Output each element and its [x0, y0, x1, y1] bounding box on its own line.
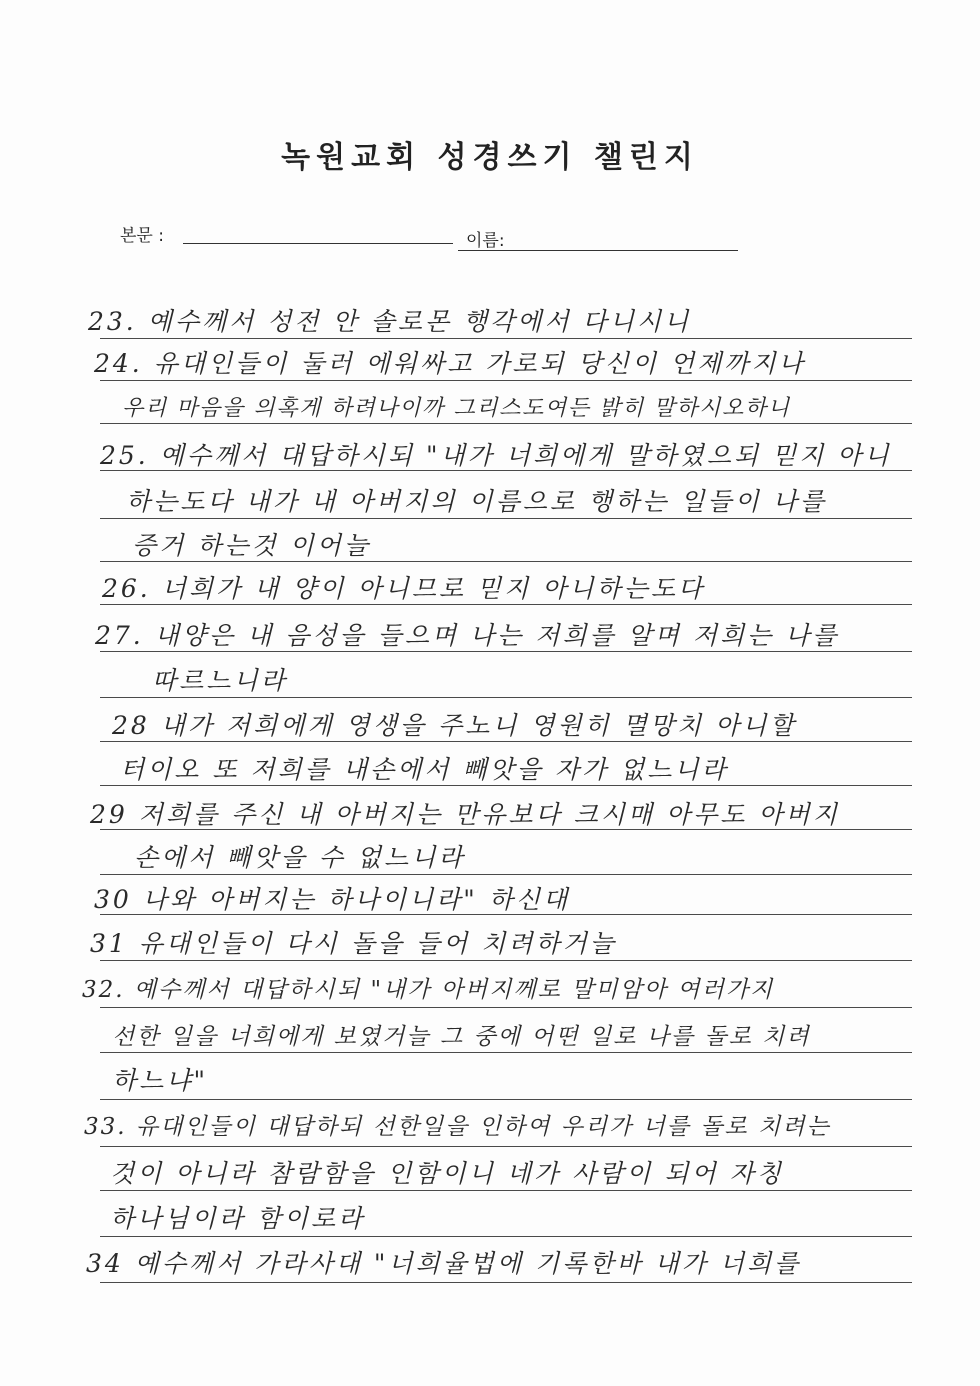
ruled-line	[100, 1190, 912, 1191]
ruled-line	[100, 380, 912, 381]
handwritten-line: 것이 아니라 참람함을 인함이니 네가 사람이 되어 자칭	[110, 1159, 784, 1188]
ruled-line	[100, 1099, 912, 1100]
ruled-line	[100, 338, 912, 339]
handwritten-line: 29 저희를 주신 내 아버지는 만유보다 크시매 아무도 아버지	[90, 800, 840, 829]
ruled-line	[100, 518, 912, 519]
ruled-line	[100, 697, 912, 698]
name-label: 이름:	[466, 231, 505, 251]
ruled-line	[100, 1282, 912, 1283]
handwritten-line: 손에서 빼앗을 수 없느니라	[134, 843, 466, 872]
name-field-line	[458, 250, 738, 251]
passage-field-line	[183, 243, 453, 244]
handwritten-line: 30 나와 아버지는 하나이니라" 하신대	[94, 885, 571, 914]
handwritten-line: 27. 내양은 내 음성을 들으며 나는 저희를 알며 저희는 나를	[95, 621, 840, 650]
handwritten-line: 34 예수께서 가라사대 "너희율법에 기록한바 내가 너희를	[86, 1249, 802, 1278]
handwritten-line: 33. 유대인들이 대답하되 선한일을 인하여 우리가 너를 돌로 치려는	[84, 1114, 831, 1140]
handwritten-line: 24. 유대인들이 둘러 에워싸고 가로되 당신이 언제까지나	[94, 349, 806, 378]
handwritten-line: 우리 마음을 의혹게 하려나이까 그리스도여든 밝히 말하시오하니	[122, 396, 791, 421]
passage-label: 본문 :	[120, 226, 164, 246]
handwritten-line: 선한 일을 너희에게 보였거늘 그 중에 어떤 일로 나를 돌로 치려	[112, 1024, 811, 1050]
handwritten-line: 31 유대인들이 다시 돌을 들어 치려하거늘	[90, 929, 617, 958]
handwritten-line: 하느냐"	[112, 1066, 208, 1095]
ruled-line	[100, 1007, 912, 1008]
ruled-line	[100, 1052, 912, 1053]
handwritten-line: 따르느니라	[152, 666, 288, 695]
handwritten-line: 증거 하는것 이어늘	[132, 531, 372, 560]
handwritten-line: 하나님이라 함이로라	[110, 1204, 366, 1233]
handwritten-line: 28 내가 저희에게 영생을 주노니 영원히 멸망치 아니할	[112, 711, 797, 740]
page-title: 녹원교회 성경쓰기 챌린지	[281, 140, 699, 175]
ruled-line	[100, 1146, 912, 1147]
ruled-line	[100, 423, 912, 424]
handwritten-line: 25. 예수께서 대답하시되 "내가 너희에게 말하였으되 믿지 아니	[100, 441, 892, 470]
ruled-line	[100, 874, 912, 875]
ruled-line	[100, 960, 912, 961]
ruled-line	[100, 1236, 912, 1237]
handwritten-line: 26. 너희가 내 양이 아니므로 믿지 아니하는도다	[102, 574, 706, 603]
handwritten-line: 터이오 또 저희를 내손에서 빼앗을 자가 없느니라	[120, 755, 729, 784]
handwritten-line: 32. 예수께서 대답하시되 "내가 아버지께로 말미암아 여러가지	[82, 977, 775, 1003]
handwritten-line: 하는도다 내가 내 아버지의 이름으로 행하는 일들이 나를	[126, 487, 828, 516]
handwritten-line: 23. 예수께서 성전 안 솔로몬 행각에서 다니시니	[88, 307, 692, 336]
